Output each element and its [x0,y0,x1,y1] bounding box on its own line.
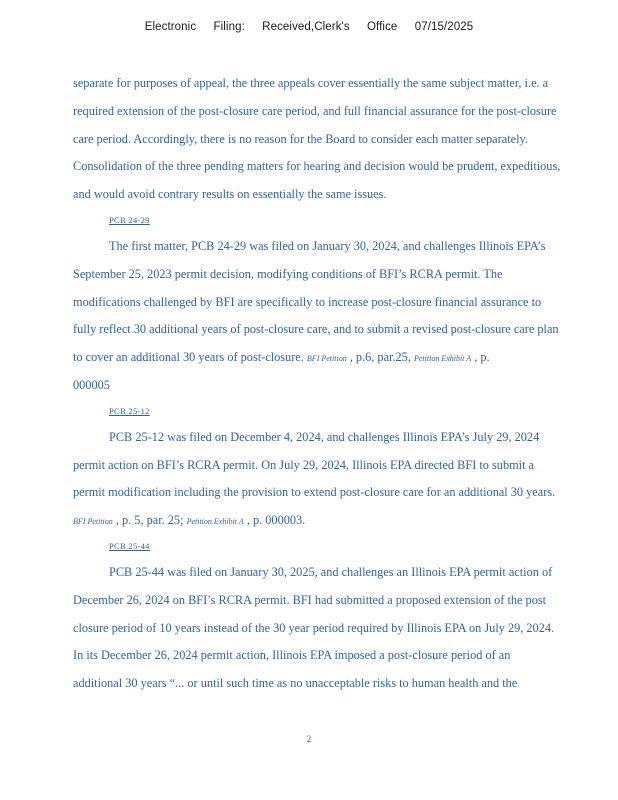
text-line: separate for purposes of appeal, the three appeals cover essentially the same subject matter, i.e. a [73,76,549,90]
header-office: Office [367,21,398,33]
text-line: required extension of the post-closure care period, and full financial assurance for the post-closure [73,103,557,118]
text-line: PCB 25-12 was filed on December 4, 2024, and challenges Illinois EPA’s July 29, 2024 [109,429,540,444]
text-line: care period. Accordingly, there is no reason for the Board to consider each matter separately. [73,131,528,146]
text-line: modifications challenged by BFI are specifically to increase post-closure financial assurance to [73,294,542,309]
section-heading-pcb-24-29: PCB 24-29 [109,214,150,225]
text-line: permit action on BFI’s RCRA permit. On July 29, 2024, Illinois EPA directed BFI to submit a [73,457,535,472]
text-line: closure period of 10 years instead of the 30 year period required by Illinois EPA on July 29, 2024. [73,620,555,635]
text-line: and would avoid contrary results on essentially the same issues. [73,187,387,202]
paragraph-pcb-25-44 [73,559,613,698]
citation-pages: , p.6, par.25, [349,350,411,365]
text-line: September 25, 2023 permit decision, modifying conditions of BFI’s RCRA permit. The [73,266,503,281]
text-line: permit modification including the provision to extend post-closure care for an additional 30 years. [73,485,556,500]
header-electronic: Electronic [144,21,197,33]
citation-end: , p. 000003. [246,513,306,528]
citation-end: , p. [474,350,490,365]
text-line: fully reflect 30 additional years of post-closure care, and to submit a revised post-closure care plan [73,322,559,337]
filing-header [0,21,618,33]
citation-petition: BFI Petition [73,517,113,527]
text-line: In its December 26, 2024 permit action, Illinois EPA imposed a post-closure period of an [73,648,511,663]
citation-pages: , p. 5, par. 25; [115,513,184,528]
text-line: Consolidation of the three pending matters for hearing and decision would be prudent, expeditious, [73,159,561,174]
header-filing: Filing: [213,21,245,33]
text-line: December 26, 2024 on BFI’s RCRA permit. BFI had submitted a proposed extension of the post [73,592,547,607]
text-line-with-citation [73,344,613,372]
page-number: 2 [306,734,312,744]
text-line: additional 30 years “... or until such time as no unacceptable risks to human health and the [73,676,518,691]
document-body [73,70,613,698]
header-date: 07/15/2025 [414,21,474,33]
paragraph-pcb-24-29 [73,233,613,400]
text-line: 000005 [73,377,110,392]
text-line: PCB 25-44 was filed on January 30, 2025, and challenges an Illinois EPA permit action of [109,564,553,579]
header-received: Received,Clerk's [262,21,350,33]
paragraph-consolidation [73,70,613,209]
text-line-with-citation [73,507,613,535]
paragraph-pcb-25-12 [73,424,613,535]
text-line: The first matter, PCB 24-29 was filed on January 30, 2024, and challenges Illinois EPA’s [109,238,546,253]
citation-petition: BFI Petition [306,354,347,364]
text-fragment: to cover an additional 30 years of post-closure. [73,350,304,365]
section-heading-pcb-25-12: PCB 25-12 [109,405,150,416]
section-heading-pcb-25-44: PCB 25-44 [109,540,150,551]
citation-exhibit: Petition Exhibit A [413,354,472,364]
citation-exhibit: Petition Exhibit A [186,517,244,527]
